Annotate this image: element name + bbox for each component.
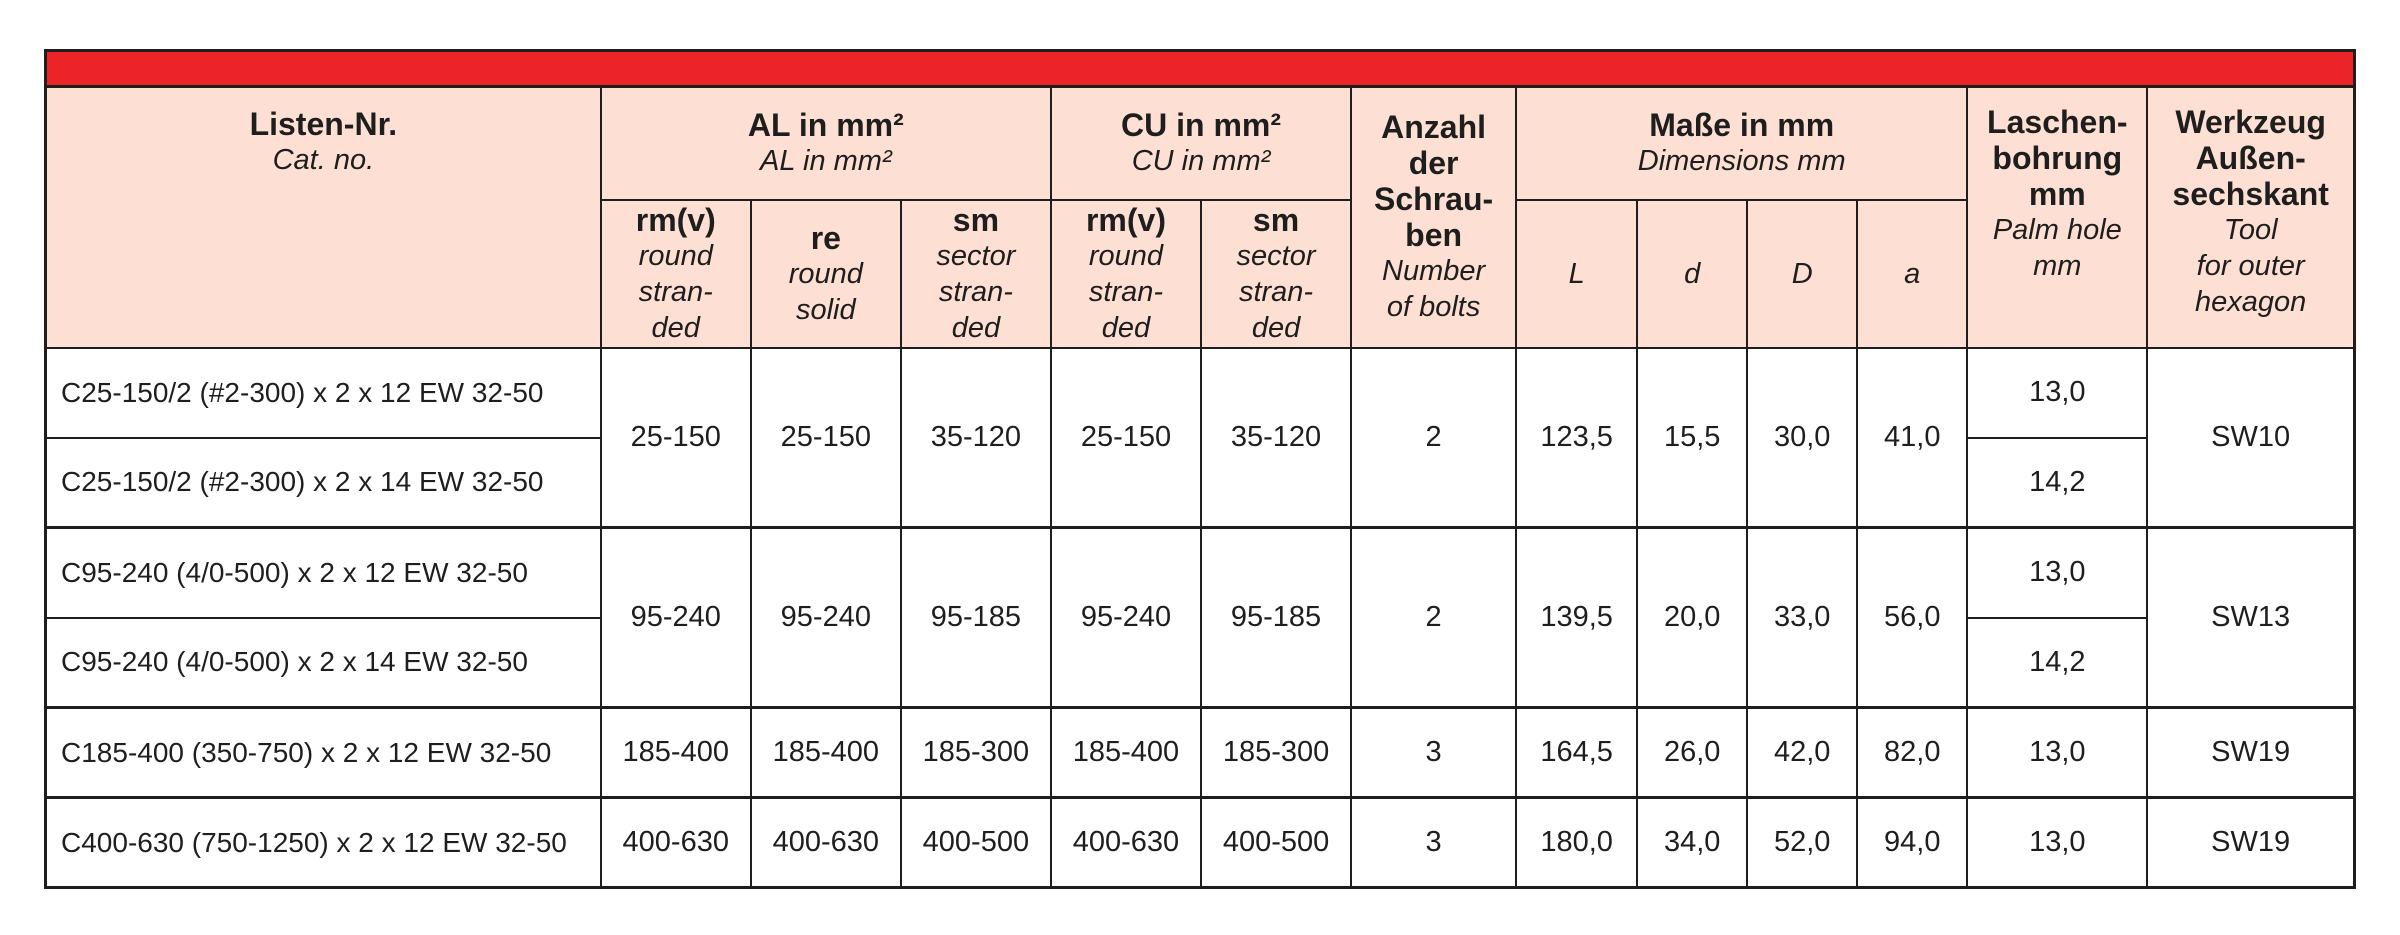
cat-no-cell: C95-240 (4/0-500) x 2 x 14 EW 32-50 [46, 618, 601, 708]
cu-sm-cell: 35-120 [1201, 348, 1351, 528]
header-cu-sm-b: sm [1252, 201, 1300, 238]
bolts-cell: 3 [1351, 798, 1516, 888]
dim-a-cell: 41,0 [1857, 348, 1967, 528]
al-sm-cell: 95-185 [901, 528, 1051, 708]
header-cu [1051, 87, 1351, 200]
palm-hole-cell: 13,0 [1967, 798, 2147, 888]
header-al-re-i2: solid [795, 293, 856, 326]
dim-d-cell: 20,0 [1637, 528, 1747, 708]
al-rmv-cell: 25-150 [601, 348, 751, 528]
tool-cell: SW10 [2147, 348, 2354, 528]
tool-cell: SW13 [2147, 528, 2354, 708]
header-dim-L-label: L [1568, 257, 1585, 290]
cu-rmv-cell: 400-630 [1051, 798, 1201, 888]
al-re-cell: 25-150 [751, 348, 901, 528]
header-tool [2147, 87, 2354, 348]
al-re-cell: 185-400 [751, 708, 901, 798]
al-rmv-cell: 95-240 [601, 528, 751, 708]
header-bolts-en2: of bolts [1386, 291, 1481, 324]
dim-a-cell: 82,0 [1857, 708, 1967, 798]
dim-L-cell: 164,5 [1516, 708, 1637, 798]
cu-sm-cell: 400-500 [1201, 798, 1351, 888]
header-al-sm-i2: stran- [938, 275, 1013, 308]
dim-d-cell: 34,0 [1637, 798, 1747, 888]
dim-d-cell: 15,5 [1637, 348, 1747, 528]
header-al-rmv [601, 200, 751, 348]
header-cat-no [46, 87, 601, 348]
header-dim-d [1637, 200, 1747, 348]
header-cu-rmv [1051, 200, 1201, 348]
al-re-cell: 400-630 [751, 798, 901, 888]
bolts-cell: 2 [1351, 348, 1516, 528]
tool-cell: SW19 [2147, 798, 2354, 888]
header-dim-a-label: a [1904, 257, 1921, 290]
cat-no-cell: C185-400 (350-750) x 2 x 12 EW 32-50 [46, 708, 601, 798]
header-palm-en2: mm [2033, 250, 2082, 282]
tool-cell: SW19 [2147, 708, 2354, 798]
header-tool-de3: sechskant [2172, 176, 2329, 212]
dim-a-cell: 94,0 [1857, 798, 1967, 888]
header-cu-sm-i1: sector [1236, 239, 1316, 272]
header-palm-de3: mm [2028, 176, 2086, 212]
cat-no-cell: C400-630 (750-1250) x 2 x 12 EW 32-50 [46, 798, 601, 888]
dim-D-cell: 52,0 [1747, 798, 1857, 888]
header-dim-D-label: D [1791, 257, 1813, 290]
header-bolts-de3: Schrau- [1374, 181, 1494, 218]
cu-rmv-cell: 185-400 [1051, 708, 1201, 798]
header-tool-en3: hexagon [2195, 286, 2307, 318]
table-row [46, 708, 2355, 798]
header-cat-de: Listen-Nr. [249, 106, 398, 142]
header-cu-de: CU in mm² [1121, 107, 1281, 144]
table-row [46, 348, 2355, 438]
header-al-sm-i3: ded [951, 311, 1001, 344]
product-table-container [44, 49, 2356, 889]
bolts-cell: 2 [1351, 528, 1516, 708]
header-bolts-de2: der [1408, 145, 1459, 182]
table-row [46, 798, 2355, 888]
al-rmv-cell: 400-630 [601, 798, 751, 888]
cat-no-cell: C95-240 (4/0-500) x 2 x 12 EW 32-50 [46, 528, 601, 618]
cu-sm-cell: 185-300 [1201, 708, 1351, 798]
palm-hole-cell: 13,0 [1967, 348, 2147, 438]
header-al-en: AL in mm² [760, 145, 892, 178]
header-cu-rmv-i1: round [1088, 239, 1164, 272]
header-dim-L [1516, 200, 1637, 348]
header-palm-de2: bohrung [1992, 140, 2123, 176]
cu-sm-cell: 95-185 [1201, 528, 1351, 708]
cat-no-cell: C25-150/2 (#2-300) x 2 x 12 EW 32-50 [46, 348, 601, 438]
dim-L-cell: 139,5 [1516, 528, 1637, 708]
red-header-bar [44, 49, 2356, 85]
al-rmv-cell: 185-400 [601, 708, 751, 798]
header-al-sm [901, 200, 1051, 348]
header-bolts-en1: Number [1382, 255, 1486, 288]
al-sm-cell: 400-500 [901, 798, 1051, 888]
header-cu-rmv-b: rm(v) [1085, 201, 1166, 238]
header-dims-en: Dimensions mm [1637, 145, 1846, 178]
header-dim-a [1857, 200, 1967, 348]
header-al-re-i1: round [788, 257, 863, 290]
header-cu-sm [1201, 200, 1351, 348]
header-palm-de1: Laschen- [1987, 104, 2128, 140]
dim-a-cell: 56,0 [1857, 528, 1967, 708]
product-table [44, 85, 2356, 889]
header-cat-en: Cat. no. [272, 144, 375, 176]
header-tool-de2: Außen- [2195, 140, 2306, 176]
dim-D-cell: 33,0 [1747, 528, 1857, 708]
cat-no-cell: C25-150/2 (#2-300) x 2 x 14 EW 32-50 [46, 438, 601, 528]
header-dim-d-label: d [1684, 257, 1701, 290]
palm-hole-cell: 13,0 [1967, 708, 2147, 798]
cu-rmv-cell: 95-240 [1051, 528, 1201, 708]
header-al-rmv-i3: ded [651, 311, 700, 344]
al-re-cell: 95-240 [751, 528, 901, 708]
header-al-rmv-i2: stran- [638, 275, 713, 308]
al-sm-cell: 185-300 [901, 708, 1051, 798]
header-dim-D [1747, 200, 1857, 348]
header-al [601, 87, 1051, 200]
header-cu-rmv-i2: stran- [1088, 275, 1164, 308]
header-palm-hole [1967, 87, 2147, 348]
cu-rmv-cell: 25-150 [1051, 348, 1201, 528]
header-dims-de: Maße in mm [1649, 107, 1835, 144]
palm-hole-cell: 13,0 [1967, 528, 2147, 618]
header-tool-en2: for outer [2196, 250, 2305, 282]
header-al-re [751, 200, 901, 348]
dim-D-cell: 42,0 [1747, 708, 1857, 798]
dim-d-cell: 26,0 [1637, 708, 1747, 798]
header-al-sm-b: sm [952, 201, 1000, 238]
dim-D-cell: 30,0 [1747, 348, 1857, 528]
header-al-re-b: re [810, 219, 841, 256]
header-tool-en1: Tool [2223, 214, 2278, 246]
header-cu-sm-i2: stran- [1238, 275, 1314, 308]
al-sm-cell: 35-120 [901, 348, 1051, 528]
header-al-de: AL in mm² [747, 107, 904, 144]
header-palm-en1: Palm hole [1992, 214, 2122, 246]
header-tool-de1: Werkzeug [2175, 104, 2326, 140]
header-al-rmv-b: rm(v) [635, 201, 716, 238]
palm-hole-cell: 14,2 [1967, 618, 2147, 708]
header-bolts [1351, 87, 1516, 348]
header-dims [1516, 87, 1967, 200]
bolts-cell: 3 [1351, 708, 1516, 798]
dim-L-cell: 123,5 [1516, 348, 1637, 528]
header-al-sm-i1: sector [936, 239, 1016, 272]
header-cu-rmv-i3: ded [1101, 311, 1151, 344]
header-cu-sm-i3: ded [1251, 311, 1301, 344]
table-row [46, 528, 2355, 618]
header-bolts-de4: ben [1405, 217, 1463, 254]
header-bolts-de1: Anzahl [1381, 109, 1487, 146]
palm-hole-cell: 14,2 [1967, 438, 2147, 528]
dim-L-cell: 180,0 [1516, 798, 1637, 888]
header-cu-en: CU in mm² [1131, 145, 1271, 178]
header-al-rmv-i1: round [638, 239, 713, 272]
